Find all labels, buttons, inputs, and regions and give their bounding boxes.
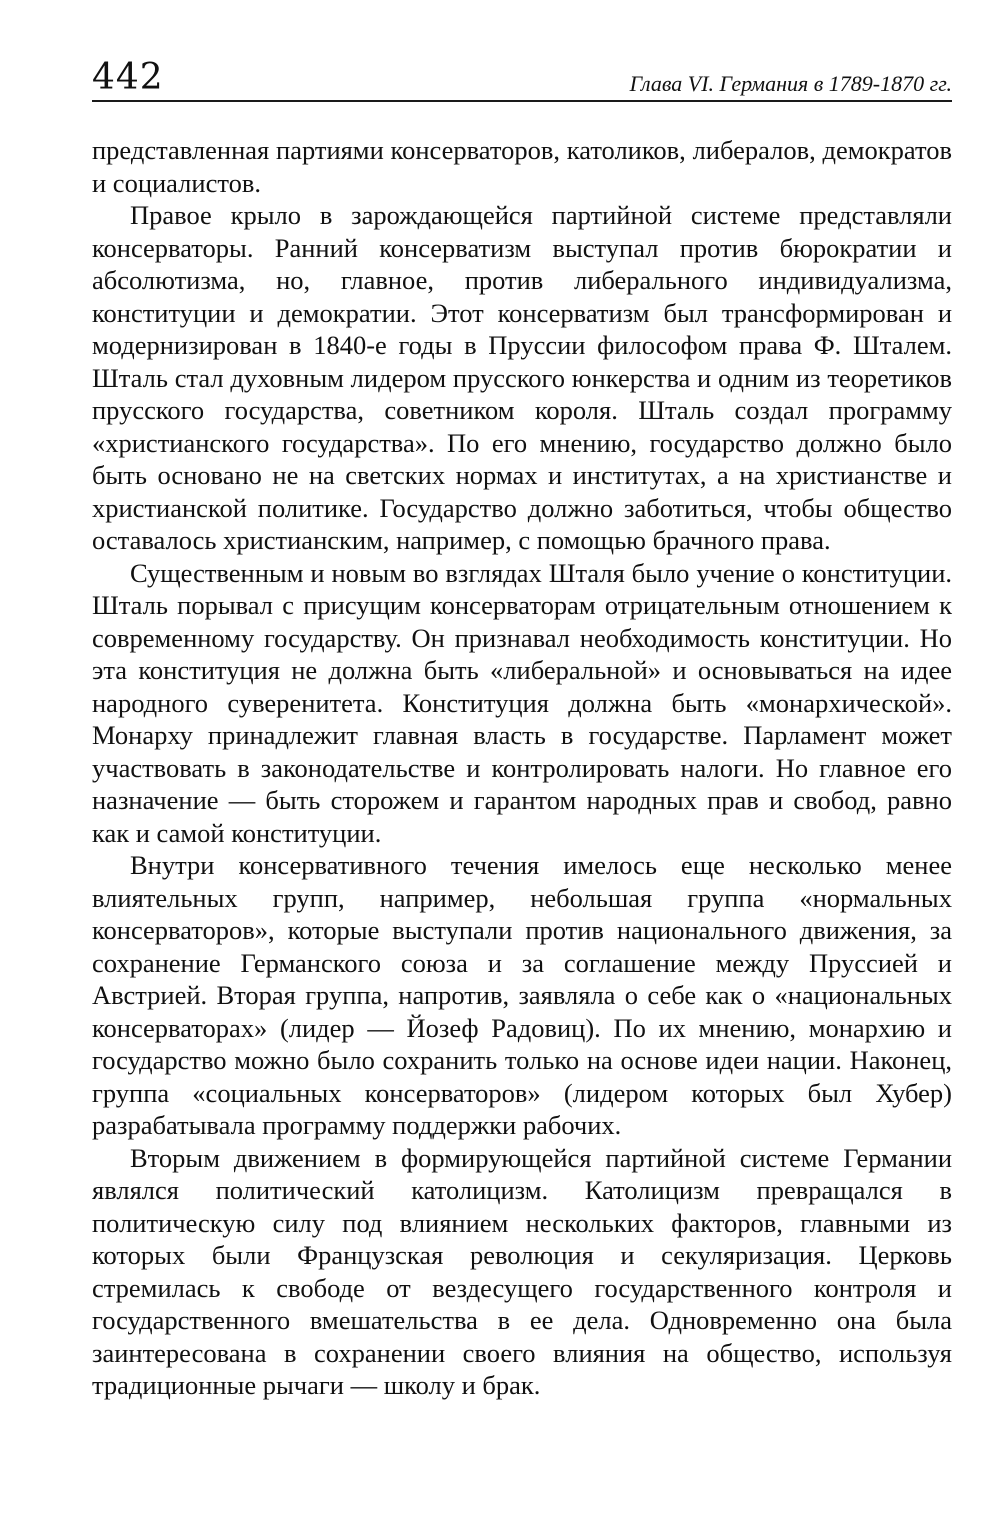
running-title: Глава VI. Германия в 1789-1870 гг.	[629, 71, 952, 96]
paragraph: Правое крыло в зарождающейся партийной системе представляли консерваторы. Ранний консерватизм выступал против бюрократии и абсолютизма, но, главное, против либерального индивидуализма, конституции и демократии. Этот консерватизм был трансформирован и модернизирован в 1840-е годы в Пруссии философом права Ф. Шталем. Шталь стал духовным лидером прусского юнкерства и одним из теоретиков прусского государства, советником короля. Шталь создал программу «христианского государства». По его мнению, государство должно было быть основано не на светских нормах и институтах, а на христианстве и христианской политике. Государство должно заботиться, чтобы общество оставалось христианским, например, с помощью брачного права.	[92, 200, 952, 555]
page-header	[92, 52, 952, 102]
body-text	[92, 134, 952, 1402]
paragraph-continuation: представленная партиями консерваторов, католиков, либералов, демократов и социалистов.	[92, 135, 952, 198]
paragraph: Внутри консервативного течения имелось еще несколько менее влиятельных групп, например, небольшая группа «нормальных консерваторов», которые выступали против национального движения, за сохранение Германского союза и за соглашение между Пруссией и Австрией. Вторая группа, напротив, заявляла о себе как о «национальных консерваторах» (лидер — Йозеф Радовиц). По их мнению, монархию и государство можно было сохранить только на основе идеи нации. Наконец, группа «социальных консерваторов» (лидером которых был Хубер) разрабатывала программу поддержки рабочих.	[92, 850, 952, 1140]
paragraph: Существенным и новым во взглядах Шталя было учение о конституции. Шталь порывал с присущим консерваторам отрицательным отношением к современному государству. Он признавал необходимость конституции. Но эта конституция не должна быть «либеральной» и основываться на идее народного суверенитета. Конституция должна быть «монархической». Монарху принадлежит главная власть в государстве. Парламент может участвовать в законодательстве и контролировать налоги. Но главное его назначение — быть сторожем и гарантом народных прав и свобод, равно как и самой конституции.	[92, 557, 952, 848]
book-page	[92, 52, 952, 1402]
paragraph: Вторым движением в формирующейся партийной системе Германии являлся политический католицизм. Католицизм превращался в политическую силу под влиянием нескольких факторов, главными из которых были Французская революция и секуляризация. Церковь стремилась к свободе от вездесущего государственного контроля и государственного вмешательства в ее дела. Одновременно она была заинтересована в сохранении своего влияния на общество, используя традиционные рычаги — школу и брак.	[92, 1142, 952, 1400]
page-number: 442	[92, 57, 164, 98]
